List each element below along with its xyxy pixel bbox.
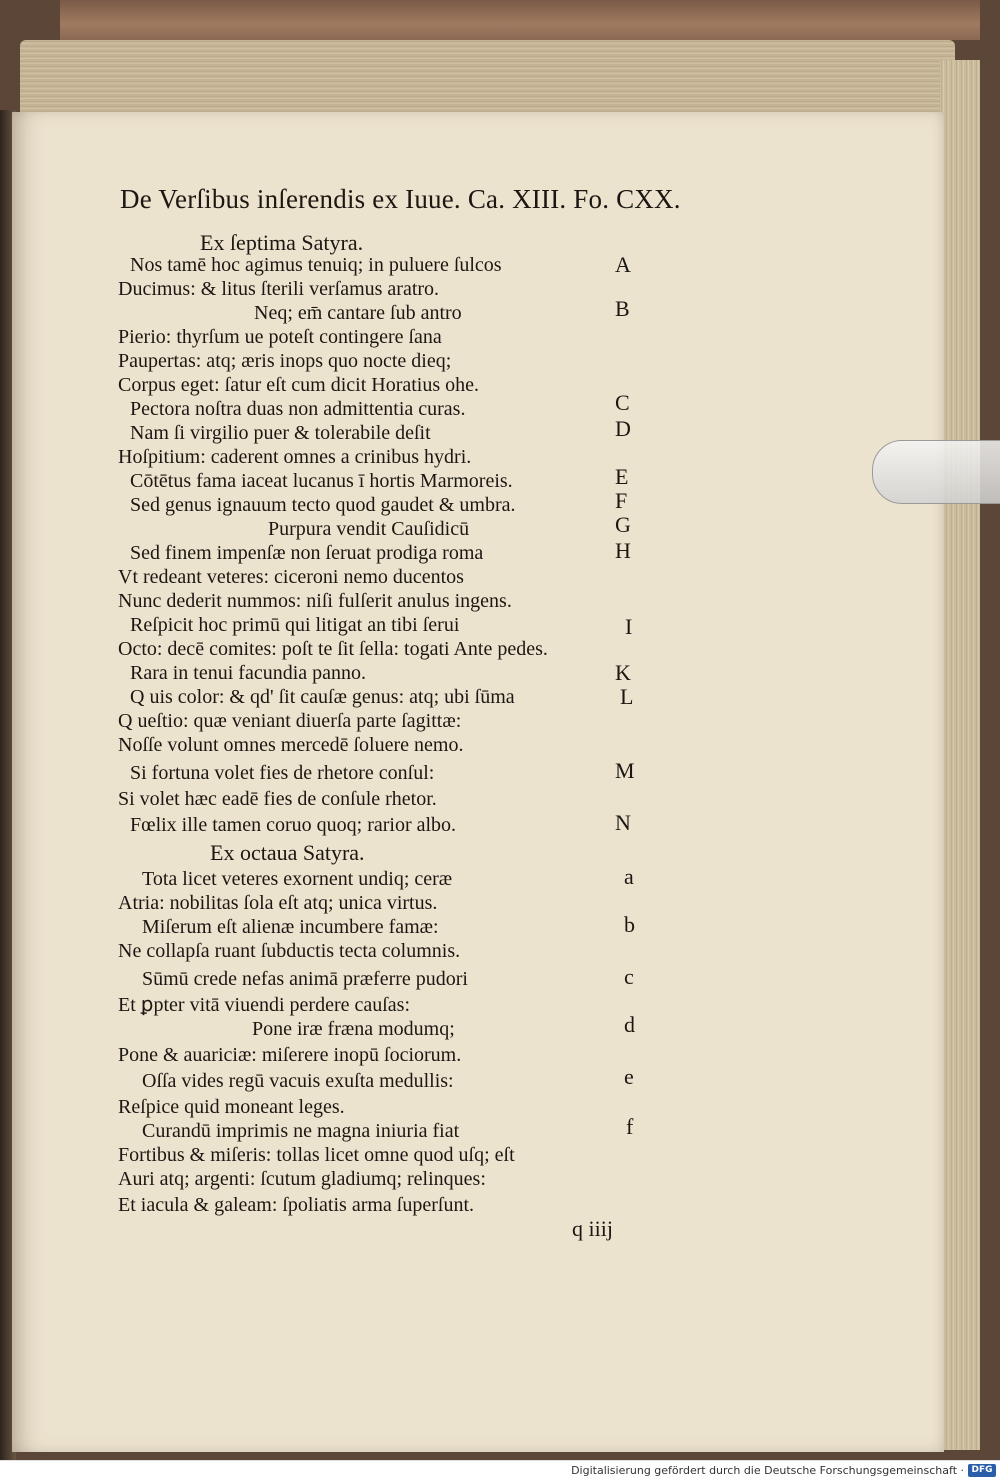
verse-line: Tota licet veteres exornent undiq; ceræ [142, 868, 453, 890]
margin-letter: H [615, 538, 631, 563]
verse-line: Rara in tenui facundia panno. [130, 662, 367, 684]
verse-line: Ducimus: & litus ſterili verſamus aratro. [118, 278, 440, 300]
section-title-octaua: Ex octaua Satyra. [210, 840, 365, 865]
margin-letter: G [615, 512, 631, 537]
verse-line: Nunc dederit nummos: niſi fulſerit anulus ingens. [118, 590, 512, 612]
margin-letter: c [624, 964, 634, 989]
verse-line: Fœlix ille tamen coruo quoq; rarior albo. [130, 814, 457, 836]
verse-line: Q ueſtio: quæ veniant diuerſa parte ſagittæ: [118, 710, 462, 732]
verse-line: Auri atq; argenti: ſcutum gladiumq; relinques: [118, 1168, 486, 1190]
verse-line: Octo: decē comites: poſt te ſit ſella: togati Ante pedes. [118, 638, 548, 660]
verse-line: Miſerum eſt alienæ incumbere famæ: [142, 916, 439, 938]
dfg-logo: DFG [968, 1464, 996, 1477]
margin-letter: F [615, 488, 628, 513]
verse-line: Neq; em̄ cantare ſub antro [254, 302, 462, 324]
footer-bar [0, 1460, 1000, 1481]
margin-letter: N [615, 810, 631, 835]
margin-letter: E [615, 464, 629, 489]
verse-line: Curandū imprimis ne magna iniuria fiat [142, 1120, 460, 1142]
verse-line: Pone iræ fræna modumq; [252, 1018, 455, 1040]
margin-letter: D [615, 416, 631, 441]
margin-letter: a [624, 864, 634, 889]
verse-line: Fortibus & miſeris: tollas licet omne quod uſq; eſt [118, 1144, 515, 1166]
verse-line: Si volet hæc eadē fies de conſule rhetor. [118, 788, 437, 810]
margin-letter: b [624, 912, 635, 937]
verse-line: Atria: nobilitas ſola eſt atq; unica virtus. [118, 892, 438, 914]
running-heading: De Verſibus inſerendis ex Iuue. Ca. XIII. Fo. CXX. [120, 184, 681, 214]
margin-letter: I [625, 614, 633, 639]
book-page [12, 112, 944, 1452]
margin-letter: M [615, 758, 635, 783]
margin-letter: L [620, 684, 634, 709]
verse-line: Sed genus ignauum tecto quod gaudet & umbra. [130, 494, 516, 516]
verse-line: Nos tamē hoc agimus tenuiq; in puluere ſulcos [130, 254, 502, 276]
verse-line: Sed finem impenſæ non ſeruat prodiga roma [130, 542, 484, 564]
verse-line: Reſpicit hoc primū qui litigat an tibi ſerui [130, 614, 460, 636]
verse-line: Q uis color: & qd' ſit cauſæ genus: atq; ubi ſūma [130, 686, 515, 708]
page-edges-right [940, 60, 980, 1450]
margin-letter: A [615, 252, 631, 277]
verse-line: Paupertas: atq; æris inops quo nocte dieq; [118, 350, 452, 372]
verse-line: Cōtētus fama iaceat lucanus ī hortis Marmoreis. [130, 470, 513, 492]
verse-line: Et iacula & galeam: ſpoliatis arma ſuperſunt. [118, 1194, 474, 1216]
verse-line: Pone & auariciæ: miſerere inopū ſociorum. [118, 1044, 462, 1066]
verse-line: Purpura vendit Cauſidicū [268, 518, 470, 540]
verse-line: Pectora noſtra duas non admittentia curas. [130, 398, 466, 420]
verse-line: Nam ſi virgilio puer & tolerabile deſit [130, 422, 431, 444]
page-edges-top [20, 40, 955, 122]
margin-letter: B [615, 296, 630, 321]
verse-line: Oſſa vides regū vacuis exuſta medullis: [142, 1070, 454, 1092]
verse-line: Sūmū crede nefas animā præferre pudori [142, 968, 468, 990]
footer-credit: Digitalisierung gefördert durch die Deutsche Forschungsgemeinschaft · [571, 1464, 964, 1477]
margin-letter: d [624, 1012, 635, 1037]
verse-line: Ne collapſa ruant ſubductis tecta columnis. [118, 940, 461, 962]
margin-letter: K [615, 660, 631, 685]
margin-letter: e [624, 1064, 634, 1089]
verse-line: Et ꝑpter vitā viuendi perdere cauſas: [118, 994, 411, 1016]
margin-letter: C [615, 390, 630, 415]
verse-line: Noſſe volunt omnes mercedē ſoluere nemo. [118, 734, 464, 756]
margin-letter: f [626, 1114, 634, 1139]
verse-line: Pierio: thyrſum ue poteſt contingere ſana [118, 326, 442, 348]
verse-line: Reſpice quid moneant leges. [118, 1096, 345, 1118]
section-title-septima: Ex ſeptima Satyra. [200, 230, 364, 255]
verse-line: Corpus eget: ſatur eſt cum dicit Horatius ohe. [118, 374, 480, 396]
verse-line: Si fortuna volet fies de rhetore conſul: [130, 762, 435, 784]
signature-mark: q iiij [572, 1216, 613, 1241]
verse-line: Hoſpitium: caderent omnes a crinibus hydri. [118, 446, 472, 468]
book-cover-top [60, 0, 980, 40]
verse-line: Vt redeant veteres: ciceroni nemo ducentos [118, 566, 464, 588]
scanner-clip [872, 440, 1000, 504]
